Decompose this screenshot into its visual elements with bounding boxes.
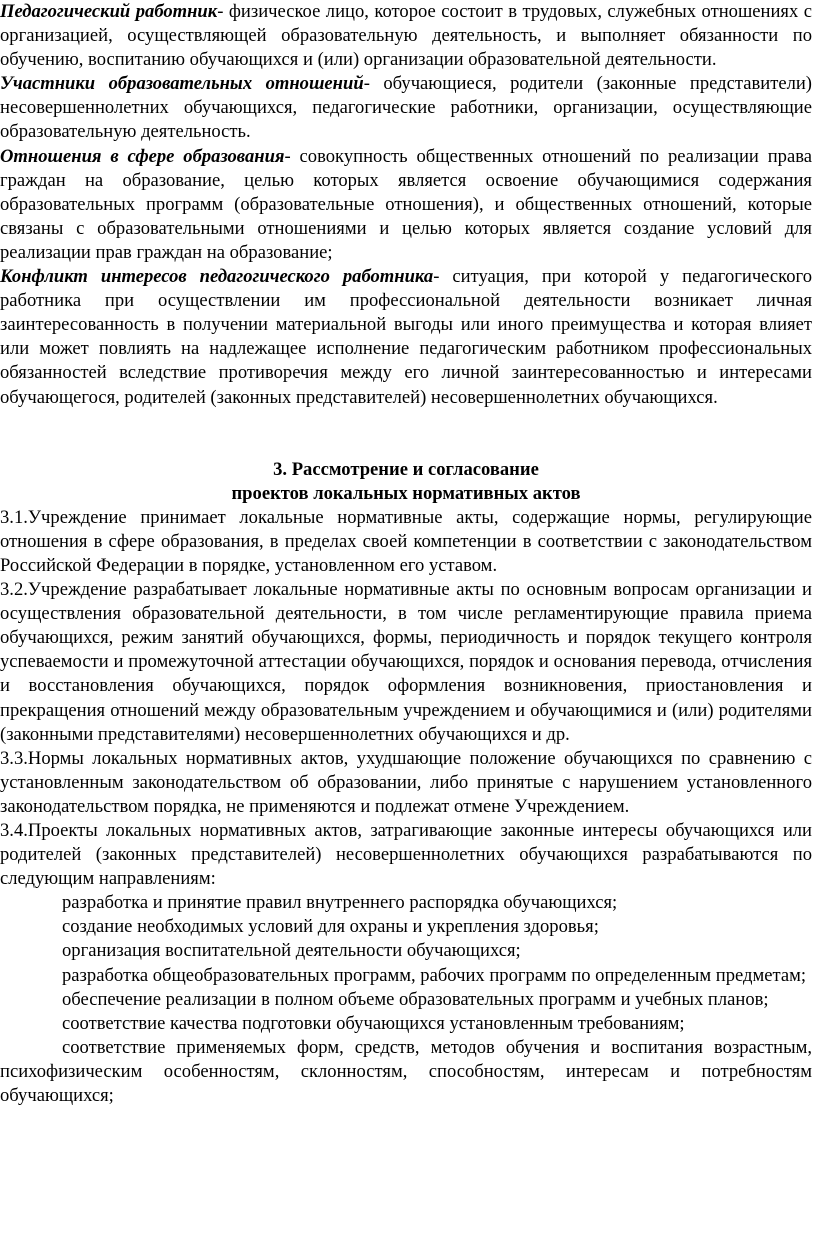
direction-item: обеспечение реализации в полном объеме образовательных программ и учебных планов;	[62, 988, 769, 1010]
direction-item: создание необходимых условий для охраны и укрепления здоровья;	[62, 916, 599, 938]
definition-text: - обучающиеся, родители (законные представители) несовершеннолетних обучающихся, педагогические работники, организации, осуществляющие образовательную деятельность.	[0, 73, 812, 143]
definition-term: Конфликт интересов педагогического работника	[0, 266, 434, 288]
spacer	[0, 410, 812, 458]
section-title-line-2: проектов локальных нормативных актов	[231, 482, 581, 504]
paragraph-3-4: 3.4.Проекты локальных нормативных актов, затрагивающие законные интересы обучающихся или родителей (законных представителей) несовершеннолетних обучающихся разрабатываются по следующим направлениям:	[0, 820, 812, 890]
definition-teacher	[0, 0, 812, 72]
definition-term: Отношения в сфере образования	[0, 145, 285, 167]
direction-item: разработка и принятие правил внутреннего распорядка обучающихся;	[62, 892, 618, 914]
direction-item: разработка общеобразовательных программ, рабочих программ по определенным предметам;	[62, 964, 807, 986]
direction-item: соответствие применяемых форм, средств, методов обучения и воспитания возрастным, психофизическим особенностям, склонностям, способностям, интересам и потребностям обучающихся;	[0, 1036, 812, 1107]
definition-participants	[0, 72, 812, 144]
section-title-line-1: 3. Рассмотрение и согласование	[273, 458, 539, 480]
definition-text: - физическое лицо, которое состоит в трудовых, служебных отношениях с организацией, осуществляющей образовательную деятельность, и выполняет обязанности по обучению, воспитанию обучающихся и (или) организации образовательной деятельности.	[0, 1, 812, 71]
definition-text: - совокупность общественных отношений по реализации права граждан на образование, целью которых является освоение обучающимися содержания образовательных программ (образовательные отношения), и общественных отношений, которые связаны с образовательными отношениями и целью которых является создание условий для реализации прав граждан на образование;	[0, 145, 812, 263]
definition-term: Участники образовательных отношений	[0, 73, 364, 95]
paragraph-3-2: 3.2.Учреждение разрабатывает локальные нормативные акты по основным вопросам организации и осуществления образовательной деятельности, в том числе регламентирующие правила приема обучающихся, режим занятий обучающихся, формы, периодичность и порядок текущего контроля успеваемости и промежуточной аттестации обучающихся, порядок и основания перевода, отчисления и восстановления обучающихся, порядок оформления возникновения, приостановления и прекращения отношений между образовательным учреждением и обучающимися и (или) родителями (законными представителями) несовершеннолетних обучающихся и др.	[0, 579, 812, 745]
direction-item: соответствие качества подготовки обучающихся установленным требованиям;	[62, 1012, 685, 1034]
definition-relations	[0, 145, 812, 265]
definition-conflict	[0, 265, 812, 410]
paragraph-3-3: 3.3.Нормы локальных нормативных актов, ухудшающие положение обучающихся по сравнению с установленным законодательством об образовании, либо принятые с нарушением установленного законодательством порядка, не применяются и подлежат отмене Учреждением.	[0, 747, 812, 817]
paragraph-3-1: 3.1.Учреждение принимает локальные нормативные акты, содержащие нормы, регулирующие отношения в сфере образования, в пределах своей компетенции в соответствии с законодательством Российской Федерации в порядке, установленном его уставом.	[0, 506, 812, 576]
definition-term: Педагогический работник	[0, 1, 218, 22]
direction-item: организация воспитательной деятельности обучающихся;	[62, 940, 521, 962]
definition-text: - ситуация, при которой у педагогического работника при осуществлении им профессиональной деятельности возникает личная заинтересованность в получении материальной выгоды или иного преимущества и которая влияет или может повлиять на надлежащее исполнение педагогическим работником профессиональных обязанностей вследствие противоречия между его личной заинтересованностью и интересами обучающегося, родителей (законных представителей) несовершеннолетних обучающихся.	[0, 266, 812, 408]
